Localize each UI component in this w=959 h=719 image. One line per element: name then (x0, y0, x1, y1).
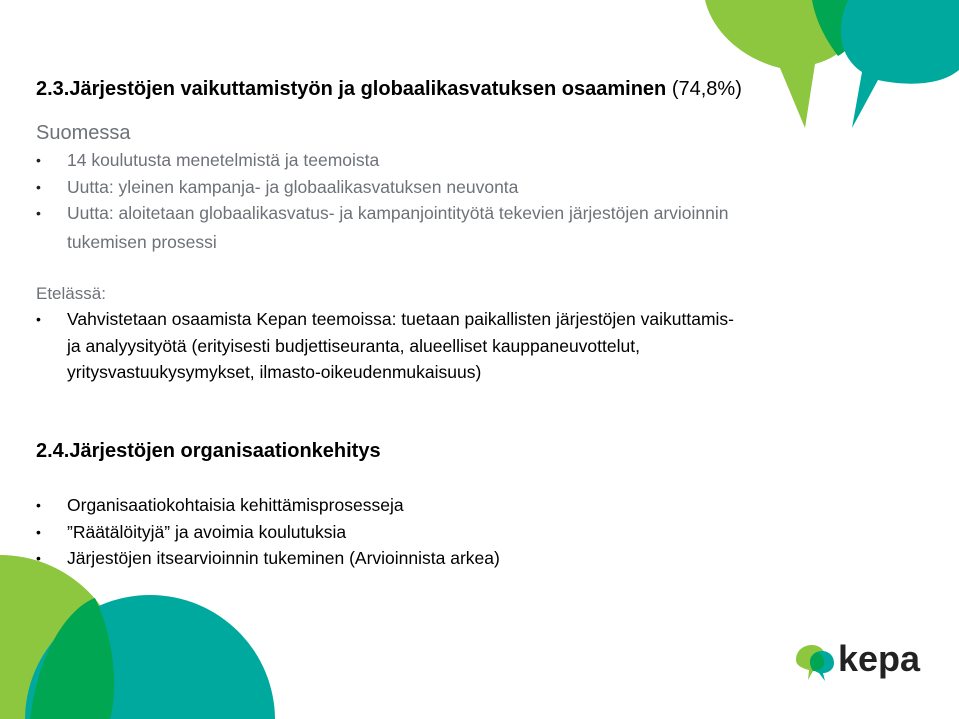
south-label: Etelässä: (36, 284, 106, 303)
list-item: • ”Räätälöityjä” ja avoimia koulutuksia (36, 519, 500, 546)
list-item: • Järjestöjen itsearvioinnin tukeminen (Arvioinnista arkea) (36, 545, 500, 572)
section-2-3-heading (36, 78, 742, 101)
section-2-3-percent: (74,8%) (671, 78, 742, 100)
section-2-4-list (36, 492, 500, 572)
list-item: • Vahvistetaan osaamista Kepan teemoissa: tuetaan paikallisten järjestöjen vaikuttamis- (36, 306, 734, 333)
kepa-logo-text: kepa (838, 638, 921, 679)
list-item: • Organisaatiokohtaisia kehittämisprosesseja (36, 492, 500, 519)
south-list-continuation-1: ja analyysityötä (erityisesti budjettiseuranta, alueelliset kauppaneuvottelut, (67, 336, 640, 356)
list-item: • Uutta: aloitetaan globaalikasvatus- ja kampanjointityötä tekevien järjestöjen arvioinnin (36, 200, 729, 227)
finland-list-continuation: tukemisen prosessi (67, 232, 217, 252)
kepa-logo-icon (792, 640, 836, 684)
south-list-continuation-2: yritysvastuukysymykset, ilmasto-oikeudenmukaisuus) (67, 362, 482, 382)
list-item: • Uutta: yleinen kampanja- ja globaalikasvatuksen neuvonta (36, 174, 729, 201)
section-2-4-heading: 2.4.Järjestöjen organisaationkehitys (36, 440, 381, 462)
finland-label: Suomessa (36, 122, 131, 144)
south-list (36, 306, 734, 333)
finland-list (36, 147, 729, 227)
section-2-3-title: 2.3.Järjestöjen vaikuttamistyön ja globaalikasvatuksen osaaminen (36, 78, 667, 100)
list-item: • 14 koulutusta menetelmistä ja teemoista (36, 147, 729, 174)
